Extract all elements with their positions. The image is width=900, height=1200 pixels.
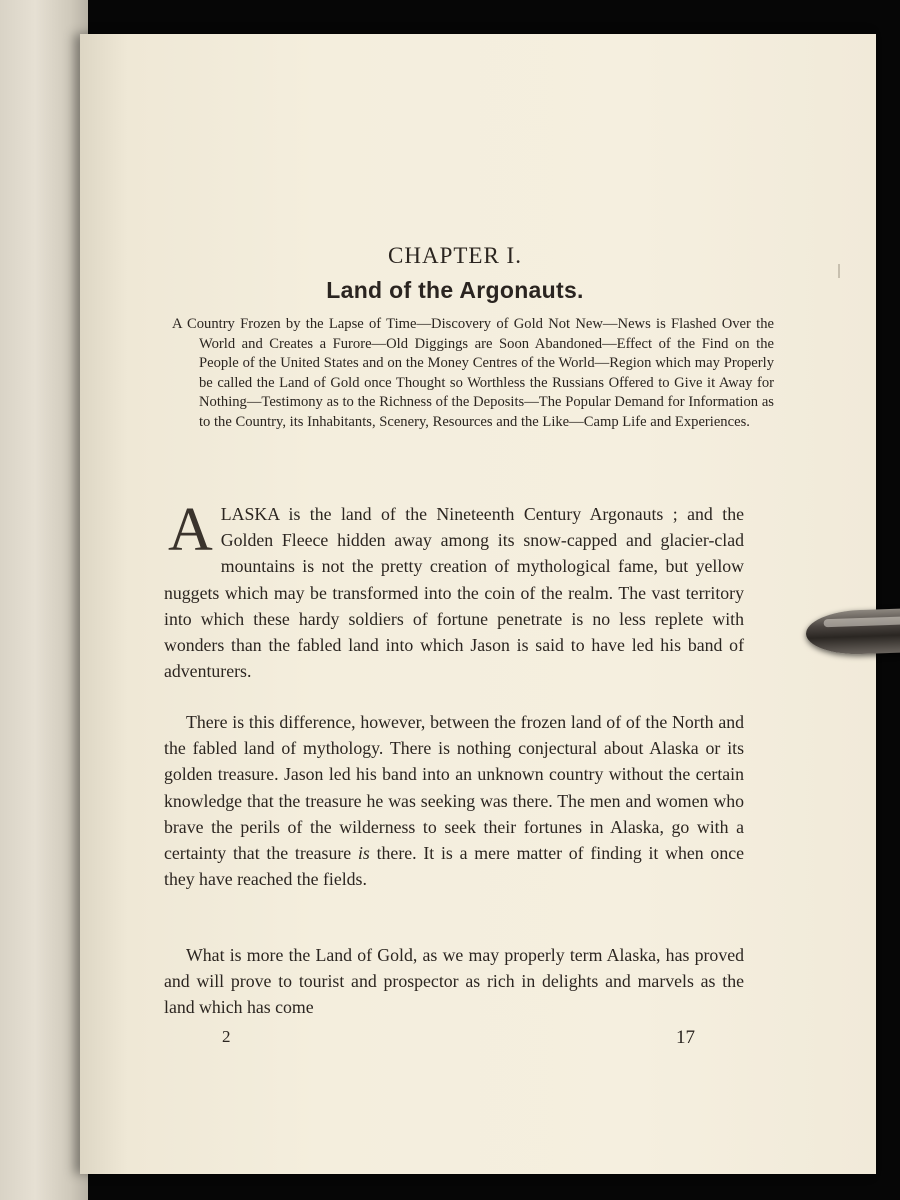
paragraph-1 <box>164 496 744 684</box>
paragraph-2-text-b: there. It is a mere matter of finding it when once they have reached the fields. <box>164 843 744 890</box>
paragraph-1-text: LASKA is the land of the Nineteenth Century Argonauts ; and the Golden Fleece hidden away among its snow-capped and glacier-clad mountains is not the pretty creation of mythological fame, but yellow nuggets which may be transformed into the coin of the realm. The vast territory into which these hardy soldiers of fortune penetrate is no less replete with wonders than the fabled land into which Jason is said to have led his band of adventurers. <box>164 504 744 682</box>
chapter-title: Land of the Argonauts. <box>326 277 584 303</box>
book-page <box>80 34 876 1174</box>
page-content <box>80 34 876 1174</box>
paragraph-2-text-a: There is this difference, however, between the frozen land of of the North and the fabled land of mythology. There is nothing conjectural about Alaska or its golden treasure. Jason led his band into an unknown country without the certain knowledge that the treasure he was seeking was there. The men and women who brave the perils of the wilderness to seek their fortunes in Alaska, go with a certainty that the treasure <box>164 712 744 864</box>
page-number: 17 <box>676 1027 695 1048</box>
drop-cap: A <box>168 496 213 564</box>
chapter-number: CHAPTER I. <box>388 243 522 268</box>
facing-page-edge <box>0 0 88 1200</box>
chapter-synopsis: A Country Frozen by the Lapse of Time—Discovery of Gold Not New—News is Flashed Over the World and Creates a Furore—Old Diggings are Soon Abandoned—Effect of the Find on the People of the United States and on the Money Centres of the World—Region which may Properly be called the Land of Gold once Thought so Worthless the Russians Offered to Give it Away for Nothing—Testimony as to the Richness of the Deposits—The Popular Demand for Information as to the Country, its Inhabitants, Scenery, Resources and the Like—Camp Life and Experiences. <box>172 316 774 430</box>
paragraph-2-italic: is <box>357 843 370 864</box>
paragraph-3: What is more the Land of Gold, as we may properly term Alaska, has proved and will prove to tourist and prospector as rich in delights and marvels as the land which has come <box>164 945 744 1018</box>
paragraph-2 <box>164 709 744 892</box>
signature-mark: 2 <box>222 1027 231 1046</box>
